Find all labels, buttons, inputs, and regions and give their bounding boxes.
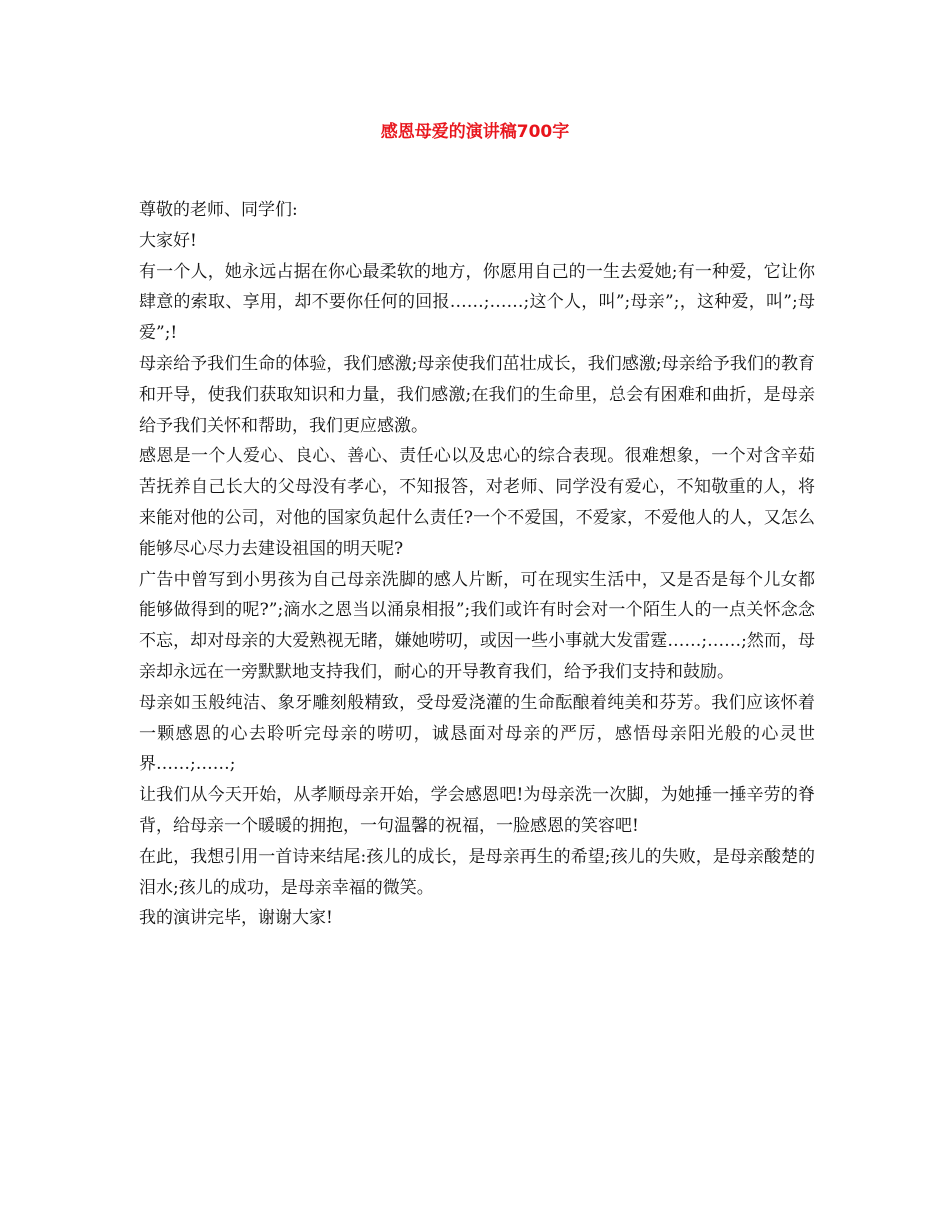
- paragraph: 让我们从今天开始，从孝顺母亲开始，学会感恩吧!为母亲洗一次脚，为她捶一捶辛劳的脊背，给母亲一个暖暖的拥抱，一句温馨的祝福，一脸感恩的笑容吧!: [139, 785, 815, 836]
- salutation: 尊敬的老师、同学们:: [139, 200, 298, 220]
- document-body: [139, 195, 815, 934]
- closing: 我的演讲完毕，谢谢大家!: [139, 908, 333, 929]
- document-title: 感恩母爱的演讲稿700字: [380, 122, 570, 142]
- paragraph: 母亲如玉般纯洁、象牙雕刻般精致，受母爱浇灌的生命酝酿着纯美和芬芳。我们应该怀着一颗感恩的心去聆听完母亲的唠叨，诚恳面对母亲的严厉，感悟母亲阳光般的心灵世界……;……;: [139, 692, 815, 775]
- paragraph: 在此，我想引用一首诗来结尾:孩儿的成长，是母亲再生的希望;孩儿的失败，是母亲酸楚的泪水;孩儿的成功，是母亲幸福的微笑。: [139, 846, 815, 898]
- paragraph: 广告中曾写到小男孩为自己母亲洗脚的感人片断，可在现实生活中，又是否是每个儿女都能够做得到的呢?”;滴水之恩当以涌泉相报”;我们或许有时会对一个陌生人的一点关怀念念不忘，却对母亲的大爱熟视无睹，嫌她唠叨，或因一些小事就大发雷霆……;……;然而，母亲却永远在一旁默默地支持我们，耐心的开导教育我们，给予我们支持和鼓励。: [139, 569, 815, 682]
- paragraph: 感恩是一个人爱心、良心、善心、责任心以及忠心的综合表现。很难想象，一个对含辛茹苦抚养自己长大的父母没有孝心，不知报答，对老师、同学没有爱心，不知敬重的人，将来能对他的公司，对他的国家负起什么责任?一个不爱国，不爱家，不爱他人的人，又怎么能够尽心尽力去建设祖国的明天呢?: [139, 446, 815, 559]
- greeting: 大家好!: [139, 230, 197, 251]
- paragraph: 母亲给予我们生命的体验，我们感激;母亲使我们茁壮成长，我们感激;母亲给予我们的教育和开导，使我们获取知识和力量，我们感激;在我们的生命里，总会有困难和曲折，是母亲给予我们关怀和帮助，我们更应感激。: [139, 353, 815, 436]
- paragraph: 有一个人，她永远占据在你心最柔软的地方，你愿用自己的一生去爱她;有一种爱，它让你肆意的索取、享用，却不要你任何的回报……;……;这个人，叫”;母亲”;，这种爱，叫”;母爱”;!: [139, 261, 815, 344]
